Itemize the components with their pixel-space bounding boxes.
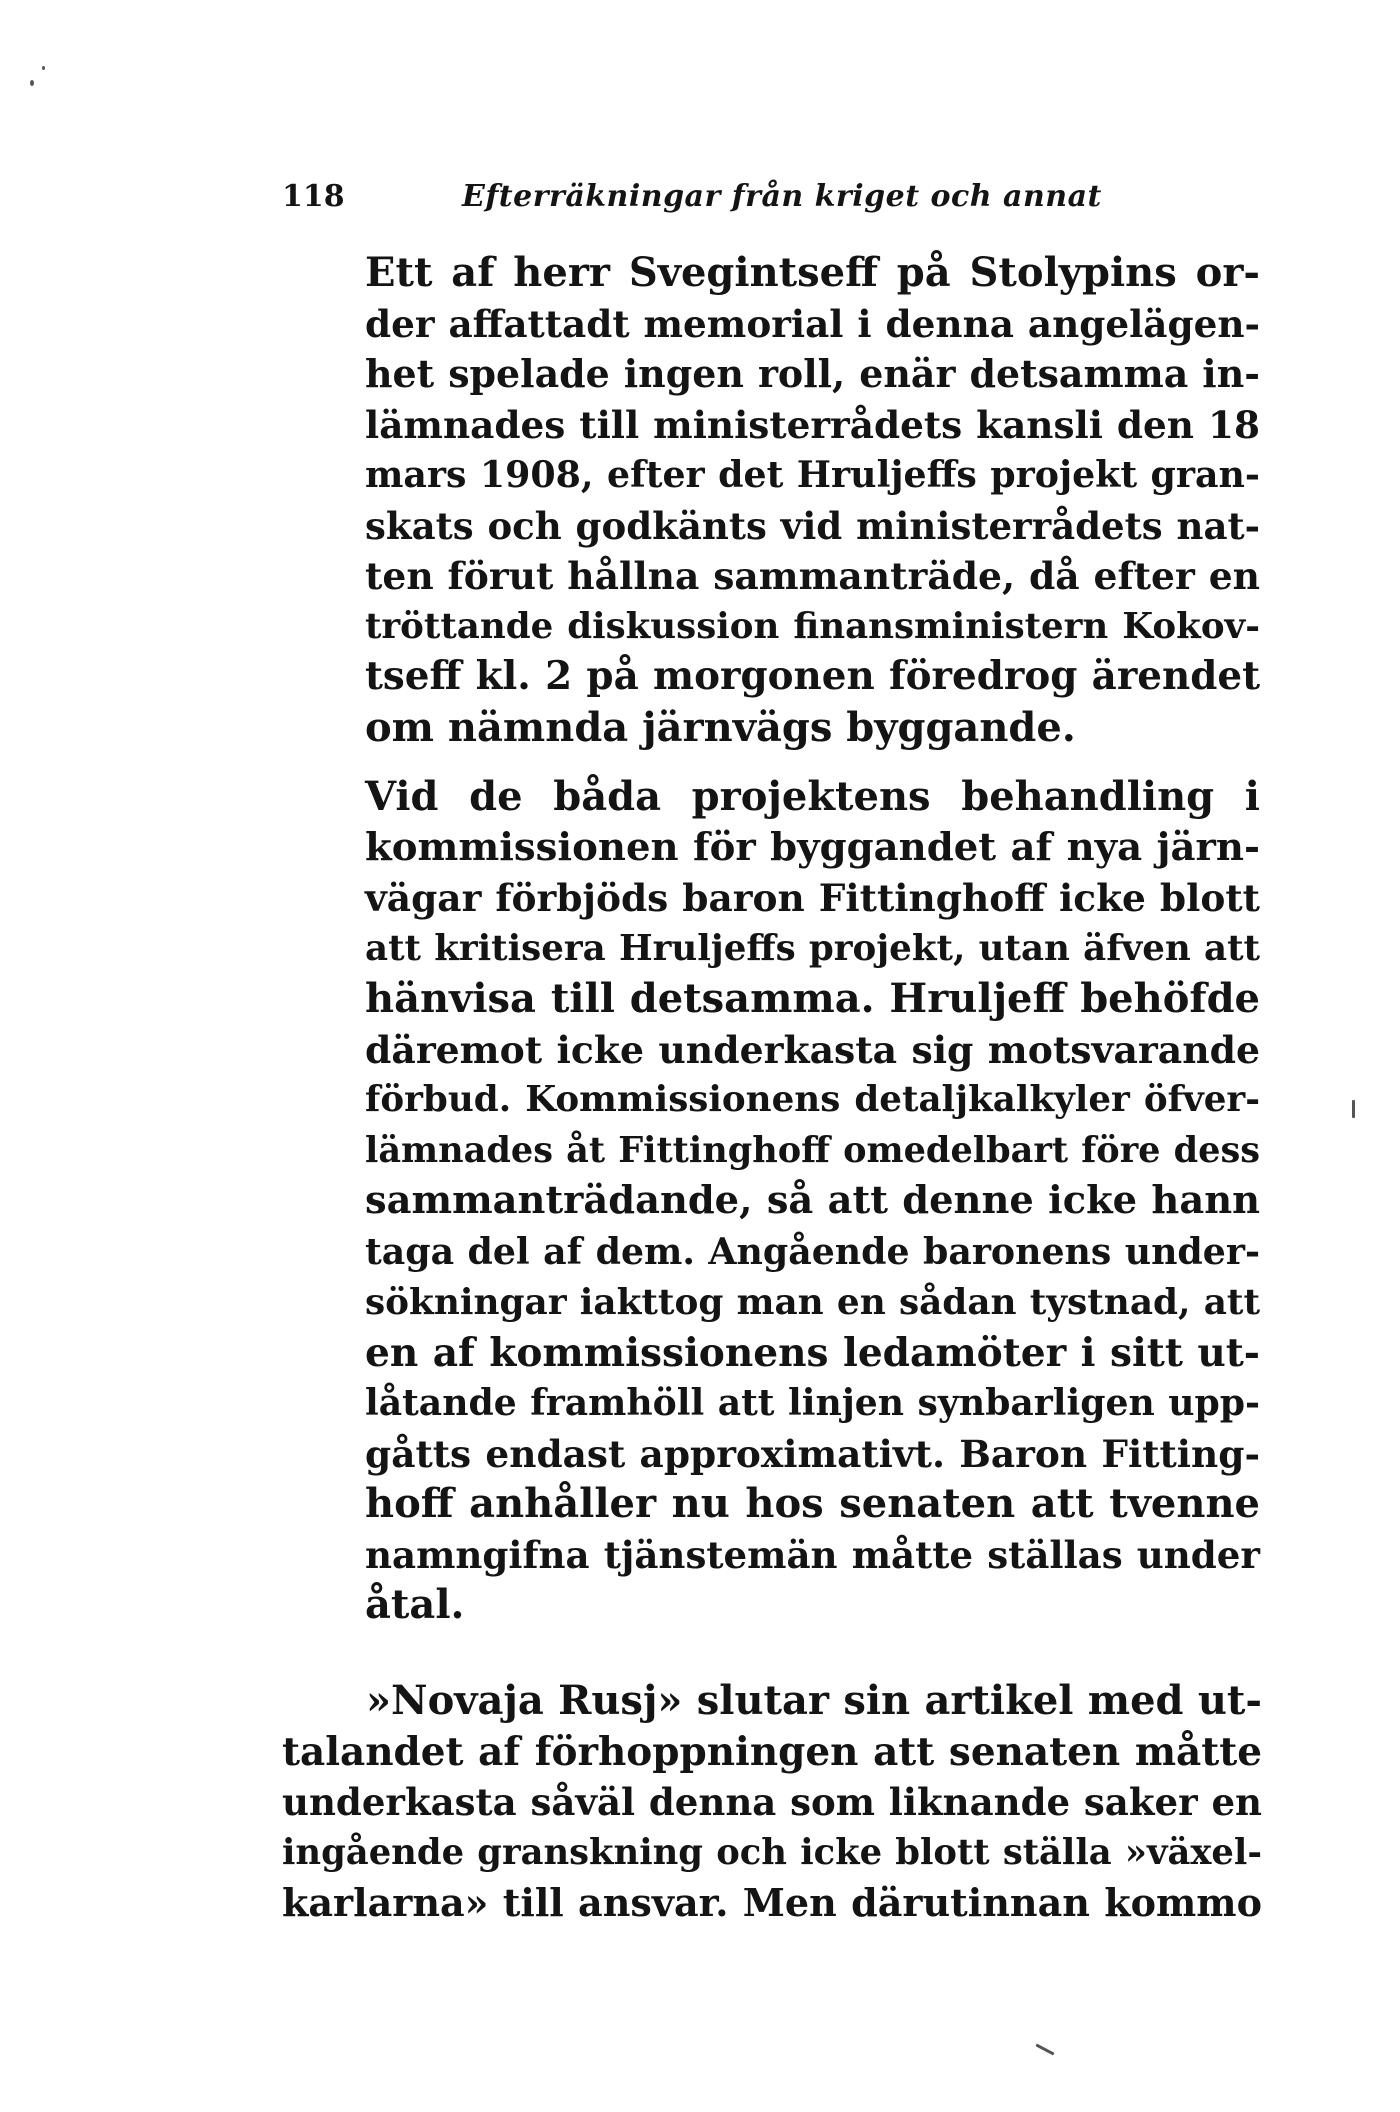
text-line: underkasta såväl denna som liknande saker en bbox=[282, 1780, 1262, 1824]
text-line: hoff anhåller nu hos senaten att tvenne bbox=[365, 1480, 1260, 1527]
paragraph-1 bbox=[365, 248, 1260, 299]
text-line: skats och godkänts vid ministerrådets nat- bbox=[365, 503, 1260, 548]
text-line: förbud. Kommissionens detaljkalkyler öfver- bbox=[365, 1079, 1260, 1120]
scan-speck bbox=[30, 80, 34, 86]
text-line: åtal. bbox=[365, 1581, 465, 1628]
text-line: hänvisa till detsamma. Hruljeff behöfde bbox=[365, 975, 1260, 1022]
text-line: lämnades till ministerrådets kansli den 18 bbox=[365, 402, 1260, 447]
text-line: het spelade ingen roll, enär detsamma in- bbox=[365, 351, 1260, 396]
text-line: tseff kl. 2 på morgonen föredrog ärendet bbox=[365, 654, 1260, 699]
text-line: sammanträdande, så att denne icke hann bbox=[365, 1178, 1260, 1223]
text-line: karlarna» till ansvar. Men därutinnan kommo bbox=[282, 1880, 1262, 1925]
text-line: gåtts endast approximativt. Baron Fitting- bbox=[365, 1431, 1260, 1476]
page-number: 118 bbox=[282, 179, 345, 214]
text-line: kommissionen för byggandet af nya järn- bbox=[365, 824, 1260, 870]
text-line: vägar förbjöds baron Fittinghoff icke blott bbox=[365, 876, 1260, 920]
text-line: mars 1908, efter det Hruljeffs projekt gran- bbox=[365, 453, 1260, 496]
text-line: att kritisera Hruljeffs projekt, utan äfven att bbox=[365, 927, 1260, 969]
scan-speck bbox=[1352, 1100, 1355, 1118]
scan-speck bbox=[1035, 2043, 1054, 2055]
running-head bbox=[282, 172, 1262, 222]
text-line: »Novaja Rusj» slutar sin artikel med ut- bbox=[366, 1677, 1262, 1724]
text-line: Vid de båda projektens behandling i bbox=[365, 773, 1260, 820]
text-line: namngifna tjänstemän måtte ställas under bbox=[365, 1532, 1260, 1577]
text-line: en af kommissionens ledamöter i sitt ut- bbox=[365, 1329, 1260, 1376]
paragraph-3 bbox=[282, 1676, 1262, 1727]
text-line: låtande framhöll att linjen synbarligen upp- bbox=[365, 1381, 1260, 1424]
text-line: om nämnda järnvägs byggande. bbox=[365, 703, 1076, 751]
text-line: sökningar iakttog man en sådan tystnad, att bbox=[365, 1281, 1260, 1323]
text-line: ten förut hållna sammanträde, då efter en bbox=[365, 554, 1260, 598]
scan-speck bbox=[42, 66, 45, 70]
text-line: taga del af dem. Angående baronens under- bbox=[365, 1229, 1260, 1273]
text-line: talandet af förhoppningen att senaten måtte bbox=[282, 1728, 1262, 1775]
text-line: lämnades åt Fittinghoff omedelbart före dess bbox=[365, 1129, 1260, 1171]
paragraph-3-body bbox=[282, 1727, 1262, 1929]
text-line: tröttande diskussion finansministern Kokov- bbox=[365, 605, 1260, 647]
paragraph-2 bbox=[365, 772, 1260, 823]
text-line: ingående granskning och icke blott ställa »växel- bbox=[282, 1831, 1262, 1873]
text-line: der affattadt memorial i denna angelägen- bbox=[365, 301, 1260, 346]
paragraph-1-body bbox=[365, 299, 1260, 754]
text-line: Ett af herr Svegintseff på Stolypins or- bbox=[365, 249, 1260, 296]
running-title: Efterräkningar från kriget och annat bbox=[462, 179, 1102, 214]
text-line: däremot icke underkasta sig motsvarande bbox=[365, 1027, 1260, 1072]
paragraph-2-body bbox=[365, 823, 1260, 1631]
